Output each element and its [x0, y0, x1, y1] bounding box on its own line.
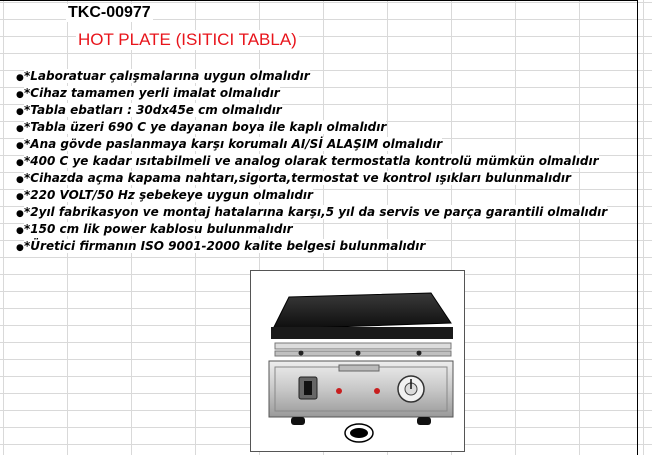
spec-item: ●*Üretici firmanın ISO 9001-2000 kalite belgesi bulunmalıdır [16, 238, 607, 255]
spec-item: ●*400 C ye kadar ısıtabilmeli ve analog olarak termostatla kontrolü mümkün olmalıdır [16, 153, 607, 170]
bullet-icon: ● [16, 209, 24, 219]
bullet-icon: ● [16, 73, 24, 83]
bullet-icon: ● [16, 141, 24, 151]
bullet-icon: ● [16, 124, 24, 134]
spec-list [16, 68, 607, 255]
bullet-icon: ● [16, 192, 24, 202]
product-title: HOT PLATE (ISITICI TABLA) [78, 30, 297, 49]
spec-item: ●*220 VOLT/50 Hz şebekeye uygun olmalıdır [16, 187, 607, 204]
bullet-icon: ● [16, 175, 24, 185]
spec-item: ●*150 cm lik power kablosu bulunmalıdır [16, 221, 607, 238]
hot-plate-photo [250, 270, 465, 452]
spec-item: ●*2yıl fabrikasyon ve montaj hatalarına karşı,5 yıl da servis ve parça garantili olmalıdır [16, 204, 607, 221]
column-border [637, 0, 638, 455]
hot-plate-illustration [251, 271, 464, 451]
spec-item: ●*Tabla üzeri 690 C ye dayanan boya ile kaplı olmalıdır [16, 119, 607, 136]
bullet-icon: ● [16, 158, 24, 168]
top-border [0, 0, 637, 1]
spec-item: ●*Cihazda açma kapama nahtarı,sigorta,termostat ve kontrol ışıkları bulunmalıdır [16, 170, 607, 187]
bullet-icon: ● [16, 226, 24, 236]
spec-item: ●*Laboratuar çalışmalarına uygun olmalıdır [16, 68, 607, 85]
product-code: TKC-00977 [68, 4, 151, 21]
bullet-icon: ● [16, 90, 24, 100]
bullet-icon: ● [16, 243, 24, 253]
spec-item: ●*Tabla ebatları : 30dx45e cm olmalıdır [16, 102, 607, 119]
spec-item: ●*Ana gövde paslanmaya karşı korumalı AI/Sİ ALAŞIM olmalıdır [16, 136, 607, 153]
spec-item: ●*Cihaz tamamen yerli imalat olmalıdır [16, 85, 607, 102]
bullet-icon: ● [16, 107, 24, 117]
